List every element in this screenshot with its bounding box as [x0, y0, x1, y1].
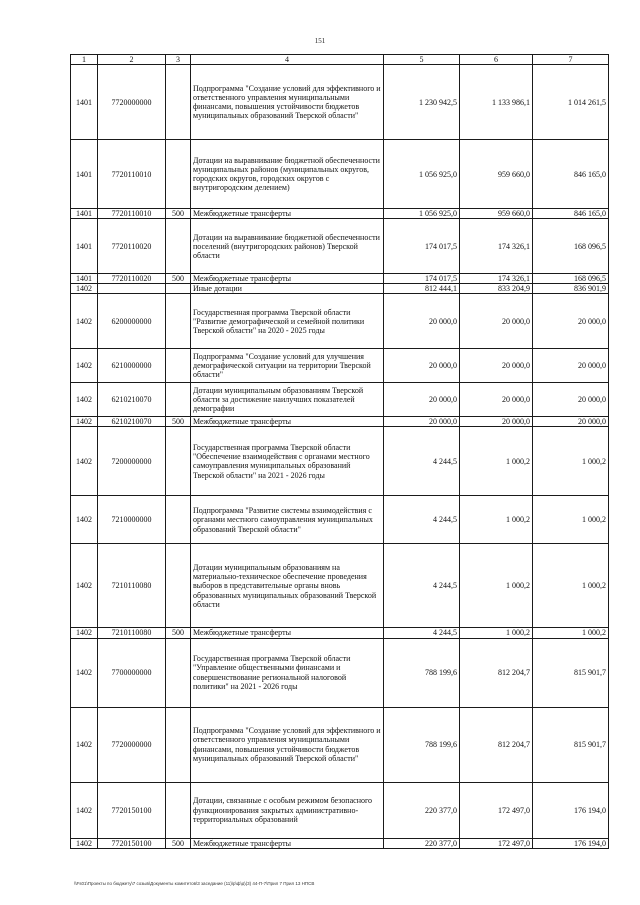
cell-amount-year-1: 1 056 925,0 [384, 209, 460, 219]
cell-target-code [98, 284, 166, 294]
cell-amount-year-1: 20 000,0 [384, 417, 460, 427]
cell-amount-year-1: 788 199,6 [384, 638, 460, 707]
cell-amount-year-2: 20 000,0 [460, 294, 533, 349]
cell-expense-type [166, 427, 191, 496]
cell-amount-year-3: 20 000,0 [533, 349, 609, 383]
header-col-3: 3 [166, 55, 191, 65]
cell-target-code: 7720150100 [98, 838, 166, 848]
cell-target-code: 7720000000 [98, 707, 166, 782]
table-row [71, 638, 609, 707]
table-row [71, 284, 609, 294]
cell-amount-year-1: 4 244,5 [384, 628, 460, 638]
cell-amount-year-3: 815 901,7 [533, 638, 609, 707]
cell-expense-type [166, 219, 191, 274]
cell-section-code: 1402 [71, 544, 98, 628]
table-row [71, 496, 609, 544]
cell-description: Дотации на выравнивание бюджетной обеспеченности поселений (внутригородских районов) Тверской области [191, 219, 384, 274]
cell-target-code: 6210000000 [98, 349, 166, 383]
cell-description: Межбюджетные трансферты [191, 628, 384, 638]
cell-amount-year-3: 168 096,5 [533, 274, 609, 284]
table-row [71, 417, 609, 427]
cell-amount-year-1: 20 000,0 [384, 383, 460, 417]
cell-amount-year-1: 812 444,1 [384, 284, 460, 294]
cell-section-code: 1402 [71, 294, 98, 349]
cell-amount-year-2: 20 000,0 [460, 383, 533, 417]
cell-expense-type [166, 638, 191, 707]
cell-target-code: 7200000000 [98, 427, 166, 496]
cell-section-code: 1401 [71, 219, 98, 274]
cell-amount-year-2: 174 326,1 [460, 219, 533, 274]
cell-amount-year-3: 1 000,2 [533, 628, 609, 638]
table-row [71, 209, 609, 219]
table-row [71, 65, 609, 140]
cell-expense-type [166, 140, 191, 209]
cell-amount-year-1: 788 199,6 [384, 707, 460, 782]
table-row [71, 349, 609, 383]
cell-expense-type [166, 294, 191, 349]
cell-amount-year-3: 1 000,2 [533, 544, 609, 628]
cell-section-code: 1402 [71, 284, 98, 294]
header-col-5: 5 [384, 55, 460, 65]
cell-amount-year-1: 1 230 942,5 [384, 65, 460, 140]
cell-description: Подпрограмма "Создание условий для улучшения демографической ситуации на территории Тверской области" [191, 349, 384, 383]
cell-description: Дотации на выравнивание бюджетной обеспеченности муниципальных районов (муниципальных округов, городских округов, городских округов с внутригородским делением) [191, 140, 384, 209]
cell-description: Подпрограмма "Создание условий для эффективного и ответственного управления муниципальными финансами, повышения устойчивости бюджетов муниципальных образований Тверской области" [191, 65, 384, 140]
cell-description: Подпрограмма "Создание условий для эффективного и ответственного управления муниципальными финансами, повышения устойчивости бюджетов муниципальных образований Тверской области" [191, 707, 384, 782]
table-row [71, 782, 609, 838]
cell-amount-year-3: 20 000,0 [533, 294, 609, 349]
table-row [71, 544, 609, 628]
cell-amount-year-1: 4 244,5 [384, 496, 460, 544]
cell-amount-year-1: 1 056 925,0 [384, 140, 460, 209]
cell-amount-year-2: 1 000,2 [460, 427, 533, 496]
cell-target-code: 7720000000 [98, 65, 166, 140]
cell-section-code: 1402 [71, 628, 98, 638]
cell-amount-year-1: 220 377,0 [384, 782, 460, 838]
cell-amount-year-3: 846 165,0 [533, 140, 609, 209]
table-row [71, 274, 609, 284]
cell-expense-type [166, 707, 191, 782]
header-col-2: 2 [98, 55, 166, 65]
cell-section-code: 1401 [71, 209, 98, 219]
table-row [71, 219, 609, 274]
cell-section-code: 1402 [71, 349, 98, 383]
cell-section-code: 1402 [71, 496, 98, 544]
cell-amount-year-2: 20 000,0 [460, 417, 533, 427]
cell-section-code: 1402 [71, 417, 98, 427]
cell-amount-year-2: 172 497,0 [460, 782, 533, 838]
cell-expense-type: 500 [166, 274, 191, 284]
cell-expense-type: 500 [166, 628, 191, 638]
header-row [71, 55, 609, 65]
cell-description: Дотации муниципальным образованиям на материально-техническое обеспечение проведения выборов в представительные органы вновь образованных муниципальных образований Тверской области [191, 544, 384, 628]
cell-amount-year-3: 176 194,0 [533, 838, 609, 848]
cell-section-code: 1401 [71, 65, 98, 140]
cell-amount-year-3: 20 000,0 [533, 383, 609, 417]
cell-target-code: 7700000000 [98, 638, 166, 707]
file-path-footer: \\Fs01\Проекты по бюджету\7 созыв\Документы комитетов\3 заседание (11)\p\ф\д\(3) 44-П-7\Прил 7 Прил 13 НПСВ [74, 881, 315, 886]
cell-amount-year-3: 20 000,0 [533, 417, 609, 427]
cell-target-code: 7720110010 [98, 209, 166, 219]
cell-amount-year-2: 812 204,7 [460, 638, 533, 707]
cell-section-code: 1402 [71, 782, 98, 838]
cell-description: Межбюджетные трансферты [191, 209, 384, 219]
cell-section-code: 1402 [71, 427, 98, 496]
budget-table [70, 54, 609, 849]
cell-target-code: 7720110010 [98, 140, 166, 209]
cell-amount-year-2: 959 660,0 [460, 209, 533, 219]
cell-expense-type [166, 65, 191, 140]
cell-section-code: 1402 [71, 707, 98, 782]
cell-target-code: 7210110080 [98, 544, 166, 628]
page-number: 151 [314, 37, 326, 45]
cell-amount-year-2: 1 133 986,1 [460, 65, 533, 140]
cell-description: Межбюджетные трансферты [191, 274, 384, 284]
header-col-1: 1 [71, 55, 98, 65]
table-row [71, 383, 609, 417]
cell-target-code: 7720110020 [98, 274, 166, 284]
cell-amount-year-3: 168 096,5 [533, 219, 609, 274]
cell-target-code: 7720150100 [98, 782, 166, 838]
cell-expense-type: 500 [166, 838, 191, 848]
cell-amount-year-3: 1 000,2 [533, 496, 609, 544]
cell-description: Государственная программа Тверской области "Управление общественными финансами и совершенствование региональной налоговой политики" на 2021 - 2026 годы [191, 638, 384, 707]
cell-amount-year-3: 846 165,0 [533, 209, 609, 219]
cell-amount-year-1: 20 000,0 [384, 294, 460, 349]
cell-amount-year-3: 176 194,0 [533, 782, 609, 838]
cell-expense-type: 500 [166, 209, 191, 219]
header-col-6: 6 [460, 55, 533, 65]
cell-amount-year-2: 959 660,0 [460, 140, 533, 209]
cell-expense-type [166, 284, 191, 294]
cell-amount-year-2: 1 000,2 [460, 628, 533, 638]
header-col-7: 7 [533, 55, 609, 65]
cell-amount-year-2: 1 000,2 [460, 544, 533, 628]
cell-section-code: 1402 [71, 838, 98, 848]
cell-amount-year-1: 174 017,5 [384, 274, 460, 284]
cell-amount-year-2: 20 000,0 [460, 349, 533, 383]
cell-amount-year-2: 812 204,7 [460, 707, 533, 782]
cell-expense-type [166, 349, 191, 383]
cell-target-code: 6210210070 [98, 417, 166, 427]
cell-amount-year-3: 1 014 261,5 [533, 65, 609, 140]
cell-amount-year-2: 174 326,1 [460, 274, 533, 284]
cell-target-code: 7210000000 [98, 496, 166, 544]
cell-amount-year-1: 174 017,5 [384, 219, 460, 274]
cell-description: Межбюджетные трансферты [191, 417, 384, 427]
cell-description: Государственная программа Тверской области "Обеспечение взаимодействия с органами местного самоуправления муниципальных образований Тверской области" на 2021 - 2026 годы [191, 427, 384, 496]
cell-expense-type [166, 782, 191, 838]
table-row [71, 628, 609, 638]
cell-expense-type: 500 [166, 417, 191, 427]
cell-target-code: 7210110080 [98, 628, 166, 638]
cell-description: Подпрограмма "Развитие системы взаимодействия с органами местного самоуправления муниципальных образований Тверской области" [191, 496, 384, 544]
cell-description: Дотации муниципальным образованиям Тверской области за достижение наилучших показателей демографии [191, 383, 384, 417]
cell-target-code: 6210210070 [98, 383, 166, 417]
cell-expense-type [166, 496, 191, 544]
cell-section-code: 1402 [71, 383, 98, 417]
cell-amount-year-1: 20 000,0 [384, 349, 460, 383]
cell-section-code: 1402 [71, 638, 98, 707]
cell-amount-year-3: 836 901,9 [533, 284, 609, 294]
cell-section-code: 1401 [71, 274, 98, 284]
cell-expense-type [166, 544, 191, 628]
cell-section-code: 1401 [71, 140, 98, 209]
table-row [71, 707, 609, 782]
table-row [71, 838, 609, 848]
cell-amount-year-1: 220 377,0 [384, 838, 460, 848]
cell-amount-year-2: 172 497,0 [460, 838, 533, 848]
cell-description: Дотации, связанные с особым режимом безопасного функционирования закрытых административно-территориальных образований [191, 782, 384, 838]
table-row [71, 427, 609, 496]
cell-amount-year-3: 1 000,2 [533, 427, 609, 496]
cell-amount-year-2: 1 000,2 [460, 496, 533, 544]
cell-description: Межбюджетные трансферты [191, 838, 384, 848]
cell-amount-year-2: 833 204,9 [460, 284, 533, 294]
cell-amount-year-3: 815 901,7 [533, 707, 609, 782]
cell-target-code: 7720110020 [98, 219, 166, 274]
cell-description: Государственная программа Тверской области "Развитие демографической и семейной политики Тверской области" на 2020 - 2025 годы [191, 294, 384, 349]
cell-description: Иные дотации [191, 284, 384, 294]
cell-amount-year-1: 4 244,5 [384, 427, 460, 496]
header-col-4: 4 [191, 55, 384, 65]
table-row [71, 140, 609, 209]
cell-amount-year-1: 4 244,5 [384, 544, 460, 628]
cell-target-code: 6200000000 [98, 294, 166, 349]
table-row [71, 294, 609, 349]
cell-expense-type [166, 383, 191, 417]
